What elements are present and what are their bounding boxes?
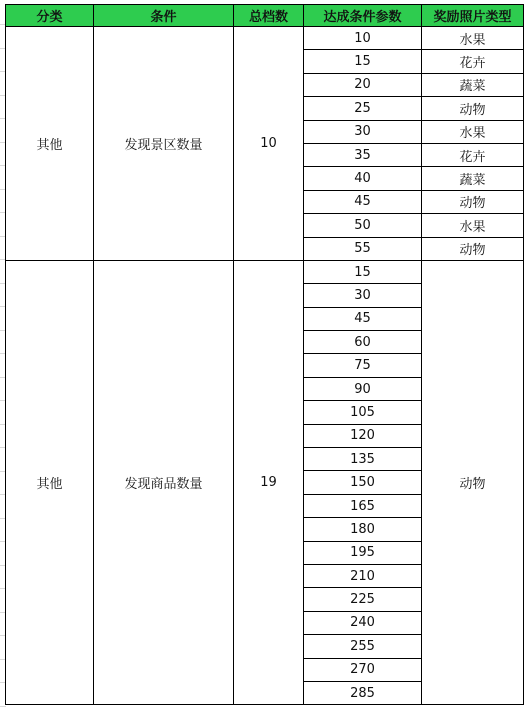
header-total-levels[interactable]: 总档数 xyxy=(234,5,304,27)
reward-table xyxy=(5,4,524,705)
threshold-cell[interactable]: 35 xyxy=(304,143,422,166)
threshold-cell[interactable]: 15 xyxy=(304,50,422,73)
reward-type-cell[interactable]: 水果 xyxy=(422,27,524,50)
table-row xyxy=(6,260,524,283)
category-cell[interactable]: 其他 xyxy=(6,27,94,261)
threshold-cell[interactable]: 195 xyxy=(304,541,422,564)
header-category[interactable]: 分类 xyxy=(6,5,94,27)
reward-type-cell[interactable]: 蔬菜 xyxy=(422,73,524,96)
threshold-cell[interactable]: 180 xyxy=(304,518,422,541)
header-condition[interactable]: 条件 xyxy=(94,5,234,27)
threshold-cell[interactable]: 165 xyxy=(304,494,422,517)
reward-type-cell[interactable]: 动物 xyxy=(422,97,524,120)
gutter-line xyxy=(0,706,6,707)
threshold-cell[interactable]: 120 xyxy=(304,424,422,447)
threshold-cell[interactable]: 150 xyxy=(304,471,422,494)
condition-cell[interactable]: 发现商品数量 xyxy=(94,260,234,704)
condition-cell[interactable]: 发现景区数量 xyxy=(94,27,234,261)
threshold-cell[interactable]: 105 xyxy=(304,401,422,424)
threshold-cell[interactable]: 50 xyxy=(304,214,422,237)
reward-type-cell[interactable]: 水果 xyxy=(422,214,524,237)
threshold-cell[interactable]: 30 xyxy=(304,120,422,143)
threshold-cell[interactable]: 40 xyxy=(304,167,422,190)
total-levels-cell[interactable]: 19 xyxy=(234,260,304,704)
reward-type-cell[interactable]: 动物 xyxy=(422,190,524,213)
total-levels-cell[interactable]: 10 xyxy=(234,27,304,261)
reward-type-cell[interactable]: 花卉 xyxy=(422,143,524,166)
threshold-cell[interactable]: 135 xyxy=(304,448,422,471)
header-row xyxy=(6,5,524,27)
header-reward-type[interactable]: 奖励照片类型 xyxy=(422,5,524,27)
threshold-cell[interactable]: 90 xyxy=(304,377,422,400)
category-cell[interactable]: 其他 xyxy=(6,260,94,704)
threshold-cell[interactable]: 30 xyxy=(304,284,422,307)
threshold-cell[interactable]: 55 xyxy=(304,237,422,260)
threshold-cell[interactable]: 60 xyxy=(304,331,422,354)
reward-type-cell[interactable]: 动物 xyxy=(422,260,524,704)
threshold-cell[interactable]: 270 xyxy=(304,658,422,681)
header-threshold[interactable]: 达成条件参数 xyxy=(304,5,422,27)
threshold-cell[interactable]: 255 xyxy=(304,635,422,658)
threshold-cell[interactable]: 285 xyxy=(304,681,422,704)
reward-type-cell[interactable]: 水果 xyxy=(422,120,524,143)
threshold-cell[interactable]: 45 xyxy=(304,190,422,213)
reward-type-cell[interactable]: 蔬菜 xyxy=(422,167,524,190)
threshold-cell[interactable]: 45 xyxy=(304,307,422,330)
threshold-cell[interactable]: 20 xyxy=(304,73,422,96)
threshold-cell[interactable]: 240 xyxy=(304,611,422,634)
threshold-cell[interactable]: 25 xyxy=(304,97,422,120)
threshold-cell[interactable]: 15 xyxy=(304,260,422,283)
threshold-cell[interactable]: 210 xyxy=(304,564,422,587)
reward-type-cell[interactable]: 花卉 xyxy=(422,50,524,73)
threshold-cell[interactable]: 10 xyxy=(304,27,422,50)
threshold-cell[interactable]: 225 xyxy=(304,588,422,611)
table-row xyxy=(6,27,524,50)
threshold-cell[interactable]: 75 xyxy=(304,354,422,377)
reward-type-cell[interactable]: 动物 xyxy=(422,237,524,260)
